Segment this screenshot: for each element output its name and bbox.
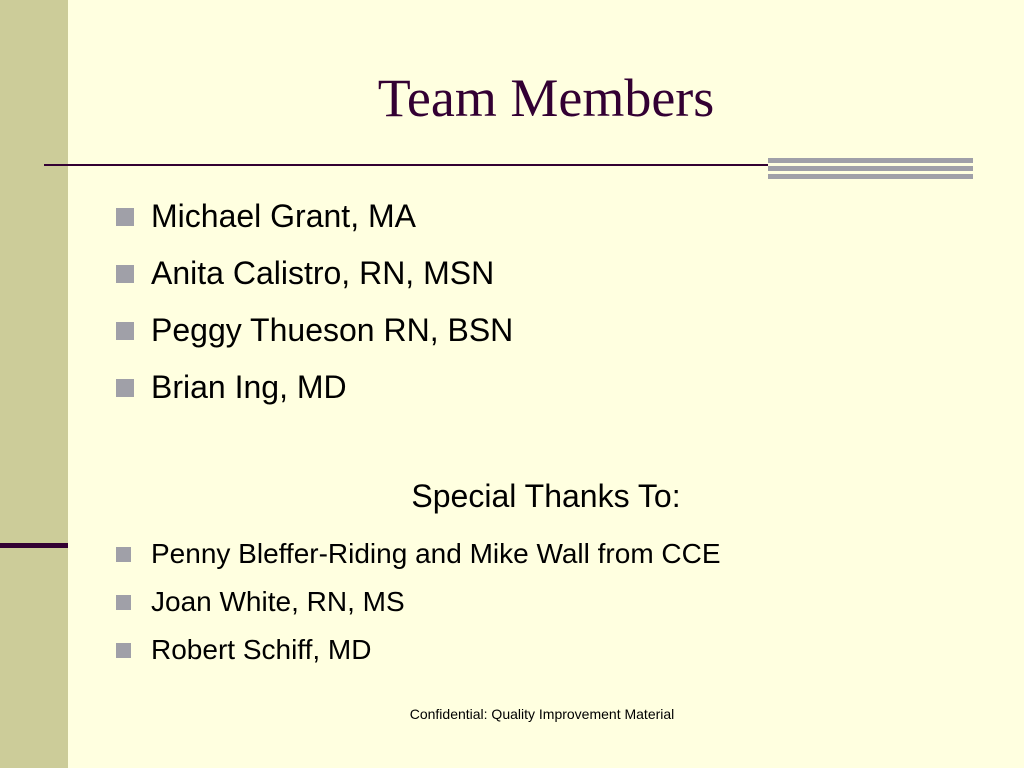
list-item [116, 530, 721, 578]
list-item [116, 578, 721, 626]
team-member-name: Brian Ing, MD [151, 369, 347, 405]
thanks-name: Robert Schiff, MD [151, 634, 372, 665]
left-decorative-band [0, 0, 68, 768]
list-item [116, 245, 513, 302]
list-item [116, 188, 513, 245]
square-bullet-icon [116, 379, 134, 397]
thanks-name: Penny Bleffer-Riding and Mike Wall from CCE [151, 538, 721, 569]
list-item [116, 302, 513, 359]
special-thanks-list [116, 530, 721, 674]
footer-confidential-note: Confidential: Quality Improvement Material [409, 706, 675, 722]
team-member-name: Peggy Thueson RN, BSN [151, 312, 514, 348]
decorative-bar [768, 174, 973, 179]
square-bullet-icon [116, 643, 131, 658]
square-bullet-icon [116, 595, 131, 610]
square-bullet-icon [116, 208, 134, 226]
title-divider-line [44, 164, 768, 166]
list-item [116, 359, 513, 416]
square-bullet-icon [116, 322, 134, 340]
square-bullet-icon [116, 265, 134, 283]
special-thanks-heading: Special Thanks To: [411, 478, 681, 514]
team-members-list [116, 188, 513, 416]
slide-title: Team Members [377, 68, 715, 128]
team-member-name: Anita Calistro, RN, MSN [151, 255, 495, 291]
square-bullet-icon [116, 547, 131, 562]
thanks-name: Joan White, RN, MS [151, 586, 405, 617]
decorative-bar [768, 158, 973, 163]
team-member-name: Michael Grant, MA [151, 198, 416, 234]
left-accent-line [0, 543, 68, 548]
list-item [116, 626, 721, 674]
decorative-bar [768, 166, 973, 171]
